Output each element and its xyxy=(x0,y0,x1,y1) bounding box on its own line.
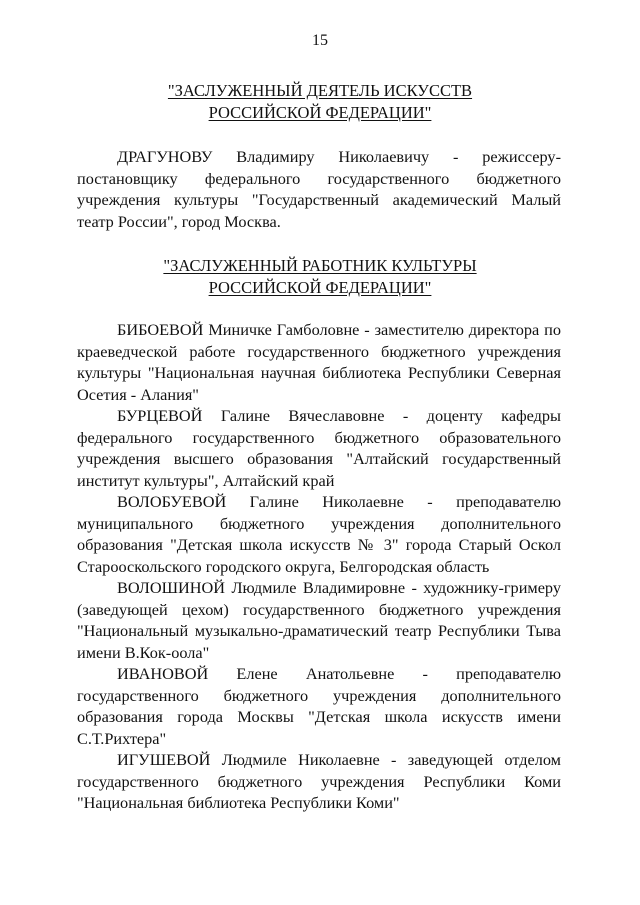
section-heading-line: "ЗАСЛУЖЕННЫЙ РАБОТНИК КУЛЬТУРЫ xyxy=(163,256,477,275)
award-entry: ВОЛОШИНОЙ Людмиле Владимировне - художнику-гримеру (заведующей цехом) государственного бюджетного учреждения "Национальный музыкально-драматический театр Республики Тыва имени В.Кок-оола" xyxy=(77,578,561,662)
award-entry: ИГУШЕВОЙ Людмиле Николаевне - заведующей отделом государственного бюджетного учреждения Республики Коми "Национальная библиотека Республики Коми" xyxy=(77,750,561,812)
award-entry: ДРАГУНОВУ Владимиру Николаевичу - режиссеру-постановщику федерального государственного бюджетного учреждения культуры "Государственный академический Малый театр России", город Москва. xyxy=(77,147,561,231)
section-heading-honored-art-worker xyxy=(0,80,640,124)
award-entry: ВОЛОБУЕВОЙ Галине Николаевне - преподавателю муниципального бюджетного учреждения дополнительного образования "Детская школа искусств № 3" города Старый Оскол Старооскольского городского округа, Белгородская область xyxy=(77,492,561,576)
award-entry: ИВАНОВОЙ Елене Анатольевне - преподавателю государственного бюджетного учреждения дополнительного образования города Москвы "Детская школа искусств имени С.Т.Рихтера" xyxy=(77,664,561,748)
section-heading-line: "ЗАСЛУЖЕННЫЙ ДЕЯТЕЛЬ ИСКУССТВ xyxy=(167,81,473,100)
page-number: 15 xyxy=(312,32,328,49)
award-entry: БИБОЕВОЙ Миничке Гамболовне - заместителю директора по краеведческой работе государственного бюджетного учреждения культуры "Национальная научная библиотека Республики Северная Осетия - Алания" xyxy=(77,320,561,404)
section-heading-line: РОССИЙСКОЙ ФЕДЕРАЦИИ" xyxy=(208,103,432,122)
section-heading-honored-culture-worker xyxy=(0,255,640,299)
award-entry: БУРЦЕВОЙ Галине Вячеславовне - доценту кафедры федерального государственного бюджетного образовательного учреждения высшего образования "Алтайский государственный институт культуры", Алтайский край xyxy=(77,406,561,490)
section-heading-line: РОССИЙСКОЙ ФЕДЕРАЦИИ" xyxy=(208,278,432,297)
